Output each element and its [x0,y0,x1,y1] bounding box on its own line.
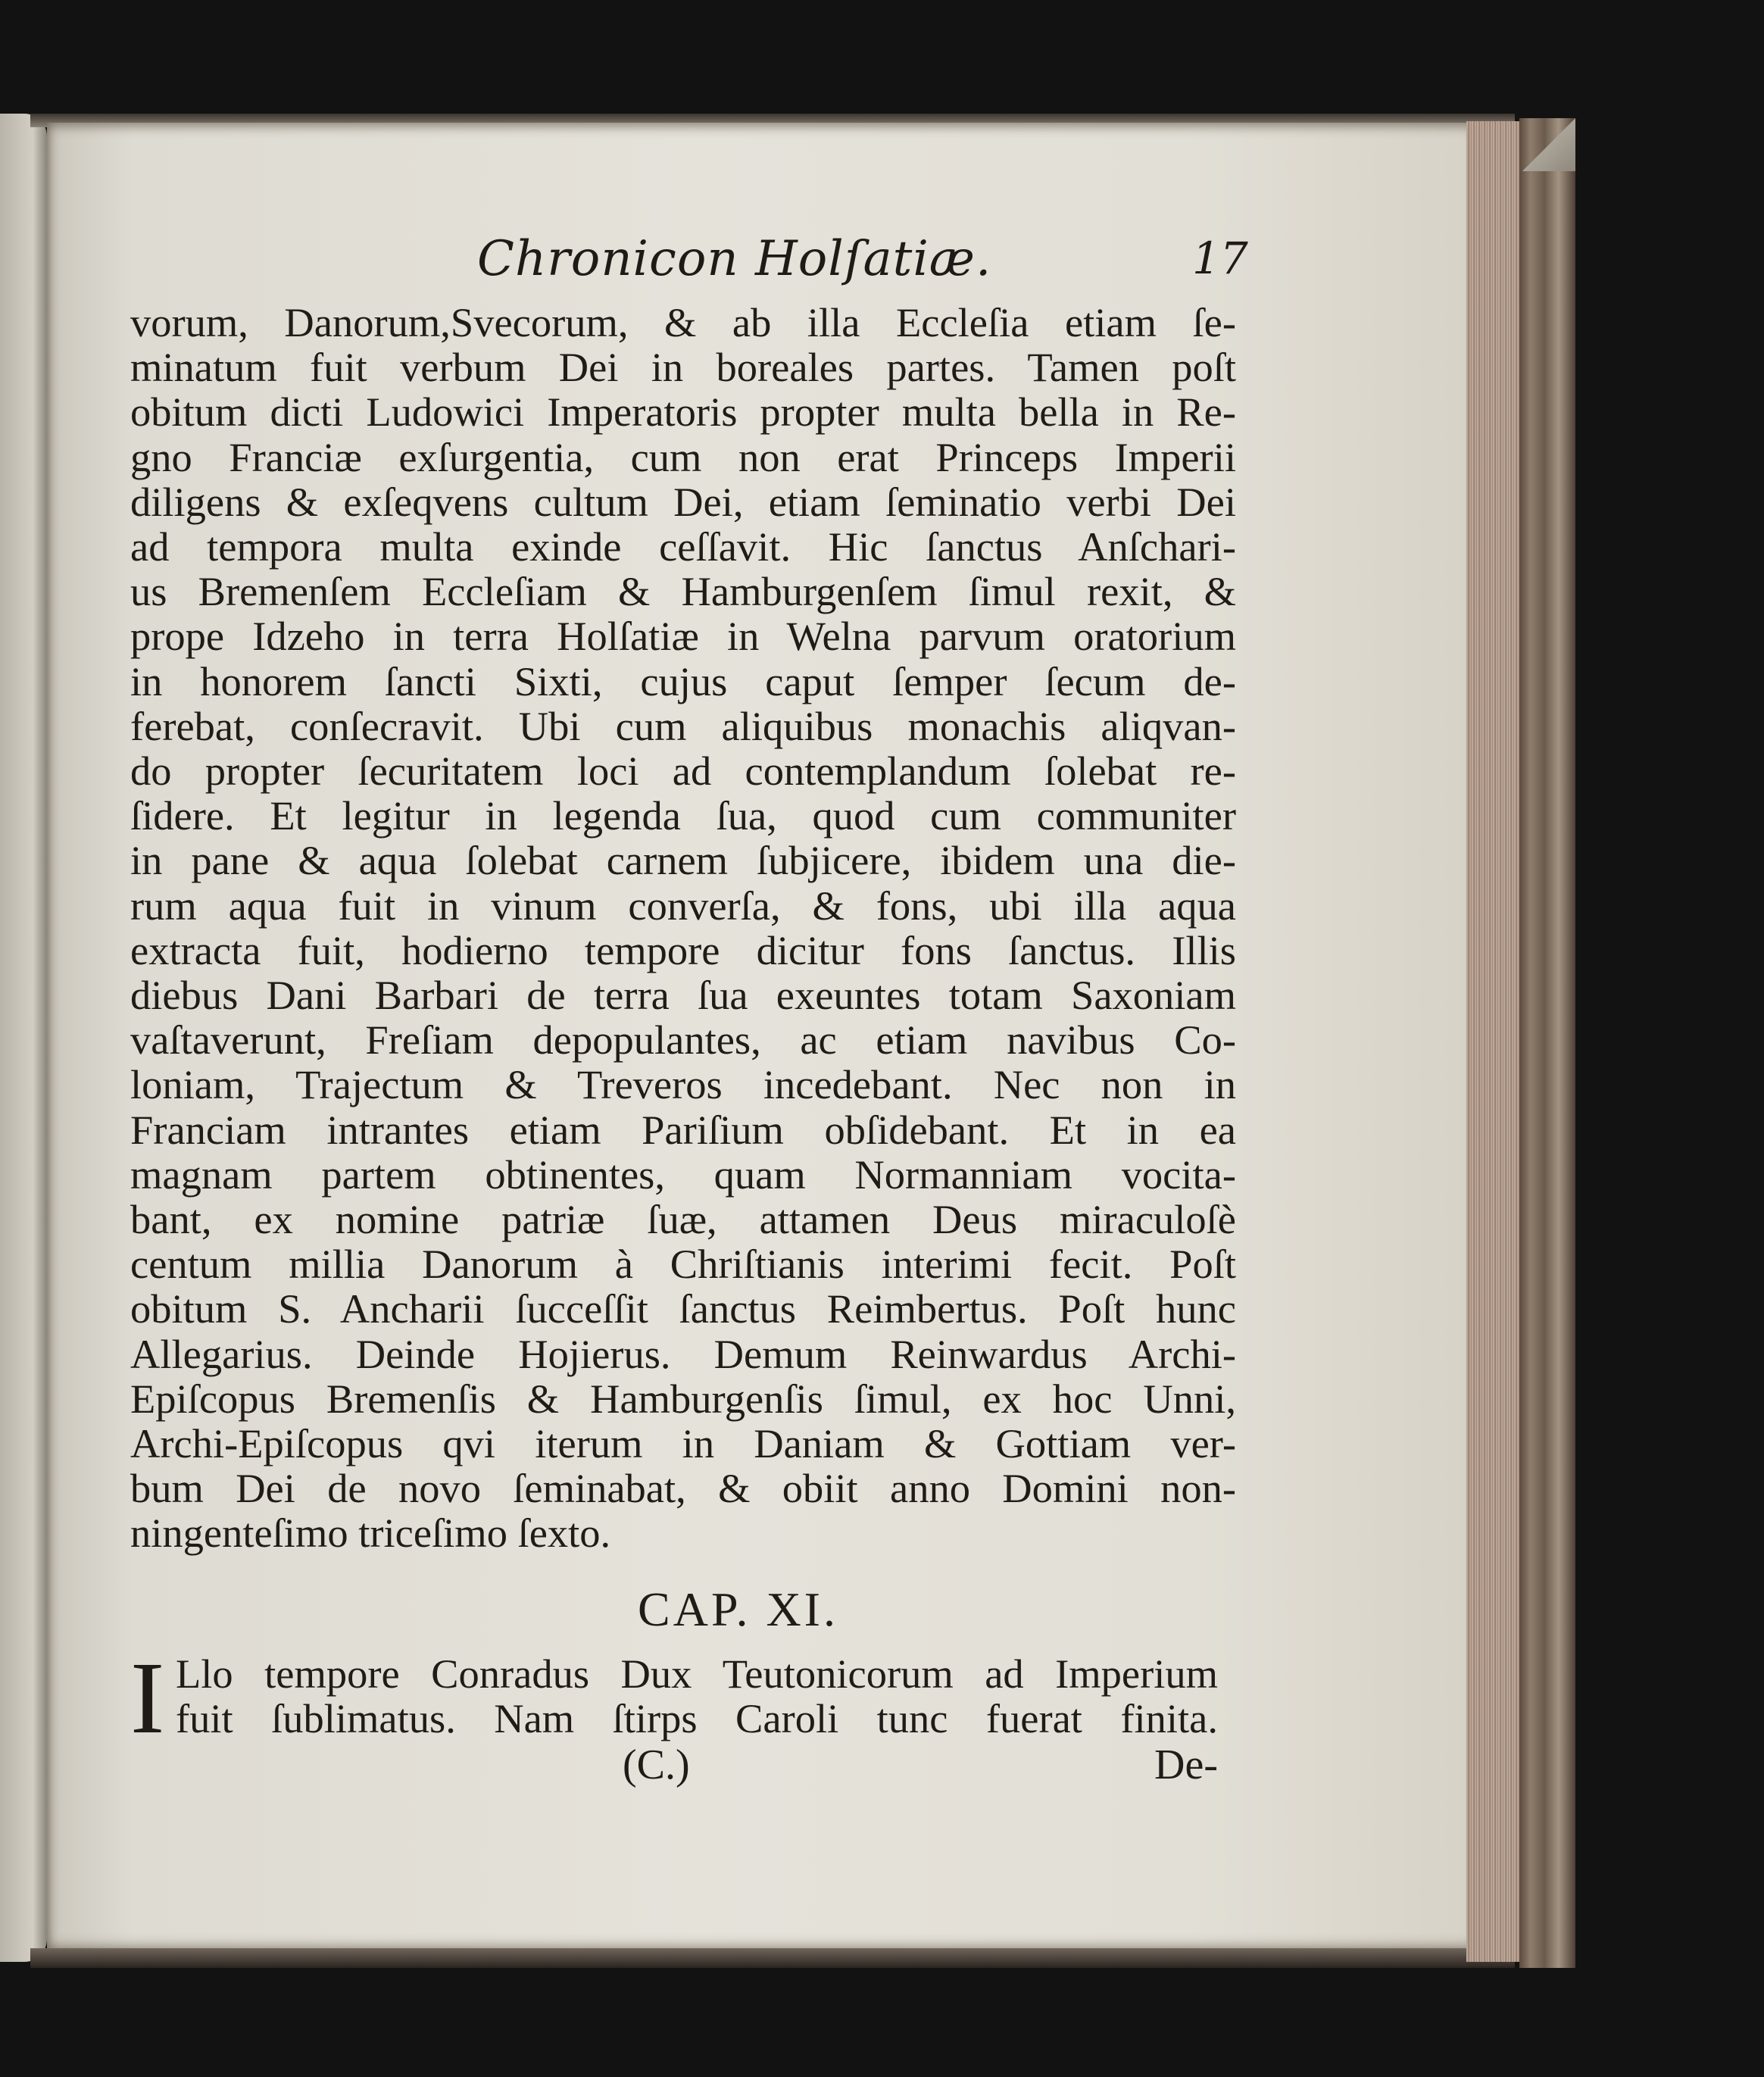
text-line: vaſtaverunt, Freſiam depopulantes, ac etiam navibus Co- [130,1017,1236,1063]
text-line: centum millia Danorum à Chriſtianis interimi fecit. Poſt [130,1241,1236,1288]
text-line: in honorem ſancti Sixti, cujus caput ſemper ſecum de- [130,657,1236,704]
text-line: diligens & exſeqvens cultum Dei, etiam ſeminatio verbi Dei [130,478,1236,525]
text-line: extracta fuit, hodierno tempore dicitur fons ſanctus. Illis [130,926,1236,973]
chapter-text [176,1651,1218,1741]
text-line: ningenteſimo triceſimo ſexto. [130,1510,611,1557]
drop-cap: I [130,1641,165,1755]
text-line: ſidere. Et legitur in legenda ſua, quod cum communiter [130,792,1236,839]
text-line: us Bremenſem Eccleſiam & Hamburgenſem ſimul rexit, & [130,568,1236,615]
text-line: magnam partem obtinentes, quam Normanniam vocita- [130,1151,1236,1198]
book-fore-edge [1466,121,1519,1962]
text-line: Franciam intrantes etiam Pariſium obſidebant. Et in ea [130,1106,1236,1153]
book-cover-board [1519,118,1575,1968]
page-header [0,231,1764,292]
page-bottom-edge [30,1948,1515,1968]
text-line: diebus Dani Barbari de terra ſua exeuntes totam Saxoniam [130,972,1236,1019]
text-line: do propter ſecuritatem loci ad contemplandum ſolebat re- [130,748,1236,795]
text-line: obitum dicti Ludowici Imperatoris propter multa bella in Re- [130,389,1236,436]
text-line: loniam, Trajectum & Treveros incedebant. Nec non in [130,1061,1236,1108]
text-line: ad tempora multa exinde ceſſavit. Hic ſanctus Anſchari- [130,523,1236,570]
text-line: gno Franciæ exſurgentia, cum non erat Princeps Imperii [130,433,1236,480]
signature-mark: (C.) [623,1741,690,1788]
text-line: bant, ex nomine patriæ ſuæ, attamen Deus miraculoſè [130,1196,1236,1243]
text-line: rum aqua fuit in vinum converſa, & fons, ubi illa aqua [130,882,1236,929]
text-line: in pane & aqua ſolebat carnem ſubjicere, ibidem una die- [130,837,1236,884]
catchword: De- [1154,1741,1218,1788]
text-line: prope Idzeho in terra Holſatiæ in Welna parvum oratorium [130,613,1236,660]
text-line: Archi-Epiſcopus qvi iterum in Daniam & Gottiam ver- [130,1420,1236,1467]
page-footer [130,1741,1218,1794]
running-title: Chronicon Holſatiæ. [477,231,992,287]
text-line: ferebat, conſecravit. Ubi cum aliquibus monachis aliqvan- [130,702,1236,749]
text-line: vorum, Danorum,Svecorum, & ab illa Eccleſia etiam ſe- [130,299,1236,345]
page-number: 17 [1192,233,1248,284]
text-line: obitum S. Ancharii ſucceſſit ſanctus Reimbertus. Poſt hunc [130,1285,1236,1332]
body-text [130,300,1236,1556]
chapter-heading: CAP. XI. [638,1582,838,1636]
text-line: fuit ſublimatus. Nam ſtirps Caroli tunc fuerat finita. [176,1695,1218,1742]
text-line: bum Dei de novo ſeminabat, & obiit anno Domini non- [130,1465,1236,1512]
text-line: Llo tempore Conradus Dux Teutonicorum ad Imperium [176,1651,1218,1697]
text-line: Epiſcopus Bremenſis & Hamburgenſis ſimul, ex hoc Unni, [130,1375,1236,1422]
previous-page-edge [0,114,47,1962]
text-line: Allegarius. Deinde Hojierus. Demum Reinwardus Archi- [130,1330,1236,1377]
text-line: minatum fuit verbum Dei in boreales partes. Tamen poſt [130,344,1236,391]
